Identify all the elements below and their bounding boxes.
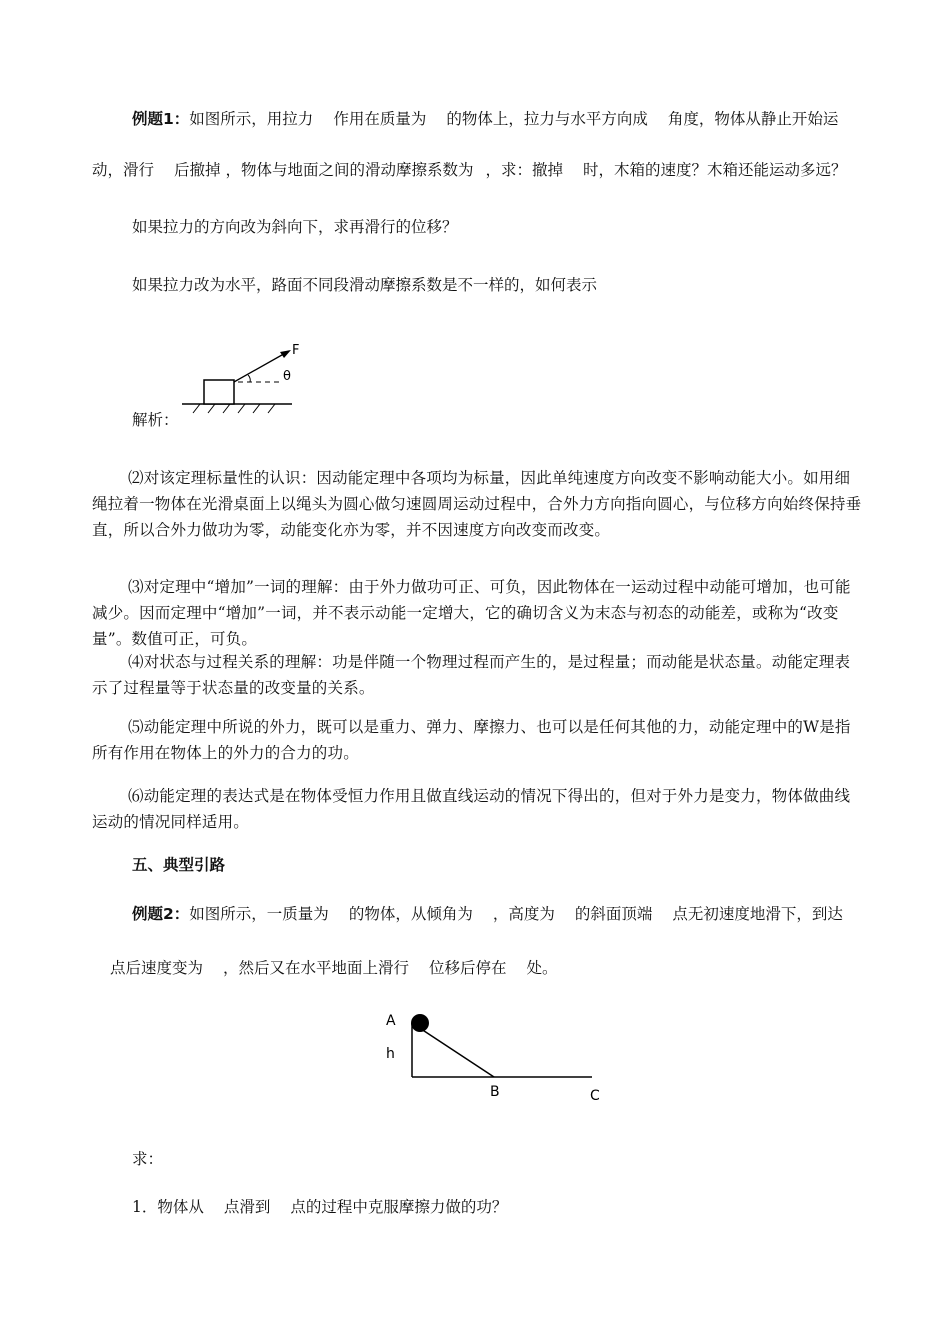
example2-seg4: 的斜面顶端 [574,905,653,923]
example2-line2d: 处。 [526,959,558,977]
label-a: A [386,1013,396,1029]
ask-label: 求： [132,1150,164,1168]
example1-line2c: ，求：撤掉 [485,161,563,179]
analysis-label: 解析： [132,411,179,429]
example1-line2a: 动，滑行 [92,161,155,179]
example2-seg1: 如图所示，一质量为 [189,905,329,923]
section5-heading: 五、典型引路 [132,856,226,874]
example1-line2 [92,158,862,182]
example1-question3: 如果拉力改为水平，路面不同段滑动摩擦系数是不一样的，如何表示 [132,276,598,294]
note-6: ⑹动能定理的表达式是在物体受恒力作用且做直线运动的情况下得出的，但对于外力是变力，物体做曲线运动的情况同样适用。 [92,787,851,831]
example1-line2b: 后撤掉 ，物体与地面之间的滑动摩擦系数为 [174,161,474,179]
ball [411,1014,429,1032]
example2-line2b: ，然后又在水平地面上滑行 [223,959,410,977]
example1-seg2: 作用在质量为 [333,110,427,128]
force-arrowhead [280,350,291,358]
example2-label: 例题2： [132,905,190,923]
question1 [132,1195,902,1219]
note-2: ⑵对该定理标量性的认识：因动能定理中各项均为标量，因此单纯速度方向改变不影响动能大小。如用细绳拉着一物体在光滑桌面上以绳头为圆心做匀速圆周运动过程中，合外力方向指向圆心，与位移方向始终保持垂直，所以合外力做功为零，动能变化亦为零，并不因速度方向改变而改变。 [92,469,862,539]
block [204,380,234,404]
question1-b: 点滑到 [223,1198,271,1216]
label-h: h [386,1046,395,1062]
note-4: ⑷对状态与过程关系的理解：功是伴随一个物理过程而产生的，是过程量；而动能是状态量。动能定理表示了过程量等于状态量的改变量的关系。 [92,653,851,697]
force-label: F [292,343,300,358]
example2-line2 [110,956,880,980]
angle-label: θ [283,369,291,384]
note-3: ⑶对定理中“增加”一词的理解：由于外力做功可正、可负，因此物体在一运动过程中动能可增加，也可能减少。因而定理中“增加”一词，并不表示动能一定增大，它的确切含义为末态与初态的动能差，或称为“改变量”。数值可正，可负。 [92,578,851,648]
note-5: ⑸动能定理中所说的外力，既可以是重力、弹力、摩擦力、也可以是任何其他的力，动能定理中的W是指所有作用在物体上的外力的合力的功。 [92,718,851,762]
question1-c: 点的过程中克服摩擦力做的功？ [290,1198,508,1216]
example2-line1 [132,902,902,926]
label-c: C [590,1088,600,1104]
example1-question2: 如果拉力的方向改为斜向下，求再滑行的位移？ [132,218,458,236]
question1-a: 1．物体从 [132,1198,204,1216]
example1-seg3: 的物体上，拉力与水平方向成 [446,110,648,128]
example2-line2a: 点后速度变为 [110,959,204,977]
example1-label: 例题1： [132,110,190,128]
force-arrow [234,351,289,382]
example2-seg2: 的物体，从倾角为 [348,905,473,923]
label-b: B [490,1084,500,1100]
figure2-incline-diagram [382,1005,612,1105]
incline-line [412,1023,494,1077]
example2-line2c: 位移后停在 [429,959,507,977]
example1-seg4: 角度，物体从静止开始运 [667,110,839,128]
example1-line1 [132,107,902,131]
figure1-force-diagram [178,334,308,416]
example1-line2d: 时，木箱的速度？木箱还能运动多远？ [582,161,847,179]
example2-seg5: 点无初速度地滑下，到达 [672,905,843,923]
angle-arc [248,375,250,382]
example1-seg1: 如图所示，用拉力 [189,110,314,128]
example2-seg3: ，高度为 [492,905,555,923]
